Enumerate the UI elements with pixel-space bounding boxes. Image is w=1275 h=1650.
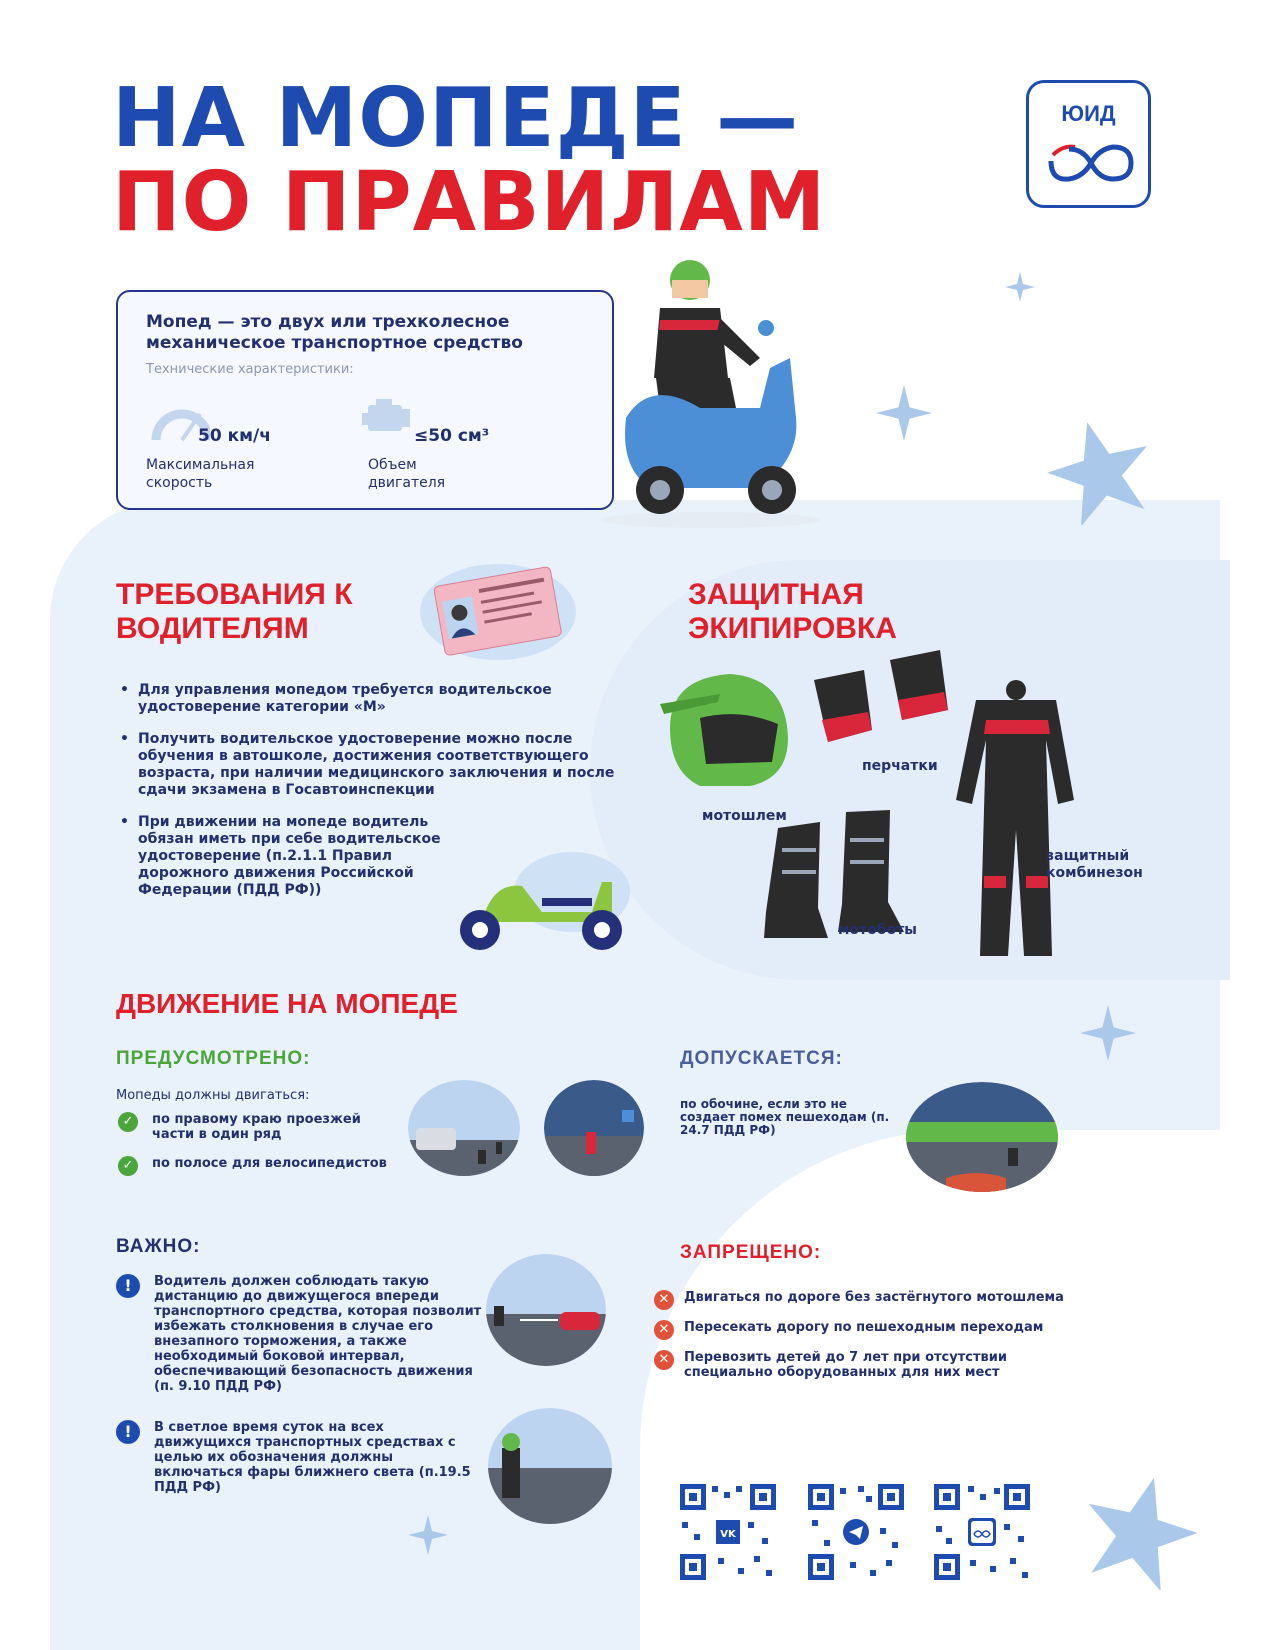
requirement-item: • Получить водительское удостоверение можно после обучения в автошколе, достижения соответствующего возраста, при наличии медицинского заключения и после сдачи экзамена в Госавтоинспекции <box>120 731 640 799</box>
provided-intro: Мопеды должны двигаться: <box>116 1088 310 1103</box>
forbidden-title: ЗАПРЕЩЕНО: <box>680 1242 822 1263</box>
page-title-line1: НА МОПЕДЕ — <box>112 71 800 166</box>
gloves-label: перчатки <box>862 758 938 774</box>
provided-title: ПРЕДУСМОТРЕНО: <box>116 1048 311 1069</box>
engine-volume-value: ≤50 см³ <box>414 426 490 446</box>
max-speed-value: 50 км/ч <box>198 426 271 446</box>
forbidden-item-text: Пересекать дорогу по пешеходным переходам <box>684 1320 1044 1335</box>
helmet-label: мотошлем <box>702 808 787 824</box>
equipment-title: ЗАЩИТНАЯ ЭКИПИРОВКА <box>688 578 897 645</box>
provided-item <box>118 1156 412 1176</box>
yuid-logo <box>1026 80 1151 208</box>
roadside-illustration <box>906 1082 1058 1192</box>
gloves-illustration <box>808 650 958 760</box>
infinity-icon <box>1043 133 1139 189</box>
sparkle-icon <box>876 385 932 441</box>
moped-definition: Мопед — это двух или трехколесное механическое транспортное средство <box>146 312 523 353</box>
cross-icon: ✕ <box>654 1350 674 1370</box>
allowed-text: по обочине, если это не создает помех пешеходам (п. 24.7 ПДД РФ) <box>680 1097 890 1137</box>
important-item <box>116 1420 474 1495</box>
star-icon <box>1080 1470 1200 1590</box>
important-title: ВАЖНО: <box>116 1236 201 1257</box>
sparkle-icon <box>1080 1005 1136 1061</box>
tech-specs-label: Технические характеристики: <box>146 362 354 377</box>
distance-illustration <box>486 1254 606 1366</box>
bike-lane-illustration <box>544 1080 644 1176</box>
protective-suit-illustration <box>946 680 1076 962</box>
requirement-item: • При движении на мопеде водитель обязан иметь при себе водительское удостоверение (п.2.1.1 Правил дорожного движения Российской Федерации (ПДД РФ)) <box>120 814 460 899</box>
forbidden-item <box>654 1350 1044 1380</box>
forbidden-item-text: Перевозить детей до 7 лет при отсутствии специально оборудованных для них мест <box>684 1350 1007 1380</box>
suit-label: защитный комбинезон <box>1046 848 1143 881</box>
provided-item-text: по полосе для велосипедистов <box>152 1156 387 1171</box>
green-moped-illustration <box>452 842 632 952</box>
page-title-line2: ПО ПРАВИЛАМ <box>112 155 827 250</box>
requirement-item: • Для управления мопедом требуется водительское удостоверение категории «М» <box>120 682 640 716</box>
exclamation-icon: ! <box>116 1274 140 1298</box>
svg-text:VK: VK <box>720 1529 736 1540</box>
logo-text: ЮИД <box>1061 101 1116 126</box>
yuid-qr-code[interactable] <box>932 1482 1032 1582</box>
allowed-title: ДОПУСКАЕТСЯ: <box>680 1048 843 1069</box>
driver-license-illustration <box>418 552 578 662</box>
engine-icon <box>362 395 410 439</box>
engine-volume-label: Объем двигателя <box>368 457 446 491</box>
provided-item <box>118 1112 392 1142</box>
exclamation-icon: ! <box>116 1420 140 1444</box>
forbidden-item <box>654 1290 1104 1310</box>
sparkle-icon <box>408 1515 448 1555</box>
vk-qr-code[interactable] <box>678 1482 778 1582</box>
provided-item-text: по правому краю проезжей части в один ряд <box>152 1112 361 1142</box>
important-item <box>116 1274 486 1394</box>
telegram-qr-code[interactable] <box>806 1482 906 1582</box>
important-item-text: Водитель должен соблюдать такую дистанцию до движущегося впереди транспортного средства, которая позволит избежать столкновения в случае его внезапного торможения, а также необходимый боковой интервал, обеспечивающий безопасность движения (п. 9.10 ПДД РФ) <box>154 1274 482 1394</box>
road-lane-illustration <box>408 1080 520 1176</box>
movement-title: ДВИЖЕНИЕ НА МОПЕДЕ <box>116 988 458 1019</box>
headlights-illustration <box>488 1408 612 1524</box>
requirements-title: ТРЕБОВАНИЯ К ВОДИТЕЛЯМ <box>116 578 353 645</box>
cross-icon: ✕ <box>654 1290 674 1310</box>
max-speed-label: Максимальная скорость <box>146 457 255 491</box>
sparkle-icon <box>1005 272 1035 302</box>
rider-scooter-illustration <box>590 258 830 538</box>
check-icon: ✓ <box>118 1156 138 1176</box>
check-icon: ✓ <box>118 1112 138 1132</box>
star-icon <box>1045 415 1155 525</box>
helmet-illustration <box>660 668 794 794</box>
important-item-text: В светлое время суток на всех движущихся транспортных средствах с целью их обозначения должны включаться фары ближнего света (п.19.5 ПДД РФ) <box>154 1420 471 1495</box>
forbidden-item <box>654 1320 1104 1340</box>
cross-icon: ✕ <box>654 1320 674 1340</box>
forbidden-item-text: Двигаться по дороге без застёгнутого мотошлема <box>684 1290 1064 1305</box>
boots-label: мотоботы <box>838 922 917 938</box>
